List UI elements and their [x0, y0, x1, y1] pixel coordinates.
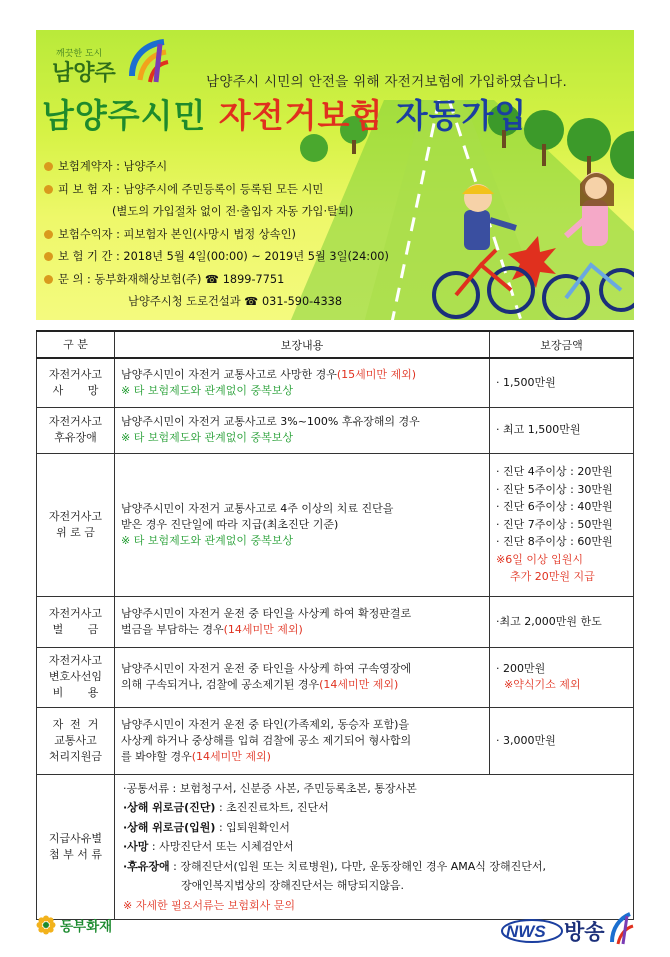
coverage-cell: 남양주시민이 자전거 운전 중 타인을 사상케 하여 구속영장에 의해 구속되거나, 검찰에 공소제기된 경우(14세미만 제외) — [115, 647, 490, 707]
category-cell: 자 전 거 교통사고 처리지원금 — [37, 707, 115, 774]
broadcast-text: 방송 — [564, 920, 605, 944]
amount-cell: · 1,500만원 — [490, 358, 634, 407]
coverage-cell: 남양주시민이 자전거 운전 중 타인을 사상케 하여 확정판결로 벌금을 부담하는 경우(14세미만 제외) — [115, 596, 490, 647]
coverage-table — [36, 330, 634, 920]
category-cell: 자전거사고 후유장애 — [37, 407, 115, 453]
category-cell: 자전거사고 사 망 — [37, 358, 115, 407]
cyclists-illustration — [416, 140, 634, 320]
logo-city-name: 남양주 — [52, 60, 116, 86]
amount-note: ※6일 이상 입원시 — [496, 552, 583, 566]
doc-injury-diagnosis: ·상해 위로금(진단) : 초진진료차트, 진단서 — [123, 801, 329, 814]
nws-broadcast-logo — [500, 908, 635, 946]
doc-injury-hospital: ·상해 위로금(입원) : 입퇴원확인서 — [123, 820, 290, 834]
info-contact-city: 남양주시청 도로건설과 ☎ 031-590-4338 — [128, 295, 343, 308]
nws-text: NWS — [506, 922, 546, 941]
info-period: 보 험 기 간 : 2018년 5월 4일(00:00) ~ 2019년 5월 3일(24:00) — [44, 246, 389, 269]
col-header-coverage: 보장내용 — [115, 331, 490, 358]
title-part-auto-enroll: 자동가입 — [383, 96, 528, 135]
category-cell: 자전거사고 위 로 금 — [37, 453, 115, 596]
table-row — [37, 707, 634, 774]
info-contractor: 보험계약자 : 남양주시 — [44, 156, 389, 179]
doc-disability: ·후유장애 : 장해진단서(입원 또는 치료병원), 다만, 운동장해인 경우 AMA식 장해진단서, — [123, 859, 547, 873]
flower-logo-icon — [36, 915, 56, 935]
info-insured-note: (별도의 가입절차 없이 전·출입자 자동 가입·탈퇴) — [112, 205, 354, 218]
bullet-icon — [44, 252, 53, 261]
amount-cell: · 최고 1,500만원 — [490, 407, 634, 453]
col-header-category: 구 분 — [37, 331, 115, 358]
amount-cell — [490, 453, 634, 596]
banner-subtitle: 남양주시 시민의 안전을 위해 자전거보험에 가입하였습니다. — [206, 74, 568, 90]
doc-death: ·사망 : 사망진단서 또는 시체검안서 — [123, 840, 294, 853]
dongbu-logo — [36, 912, 112, 938]
col-header-amount: 보장금액 — [490, 331, 634, 358]
amount-cell: · 200만원 ※약식기소 제외 — [490, 647, 634, 707]
amount-cell: · 3,000만원 — [490, 707, 634, 774]
table-row — [37, 453, 634, 596]
amount-item: · 진단 6주이상 : 40만원 — [496, 500, 613, 514]
logo-slogan: 깨끗한 도시 — [56, 49, 103, 59]
amount-note: 추가 20만원 지급 — [510, 570, 595, 584]
doc-common: ·공통서류 : 보험청구서, 신분증 사본, 주민등록초본, 통장사본 — [123, 781, 417, 795]
info-insured: 피 보 험 자 : 남양주시에 주민등록이 등록된 모든 시민 — [44, 179, 389, 202]
insurance-info — [44, 156, 389, 314]
amount-item: · 진단 8주이상 : 60만원 — [496, 535, 613, 549]
table-row — [37, 647, 634, 707]
bullet-icon — [44, 162, 53, 171]
coverage-cell: 남양주시민이 자전거 교통사고로 3%~100% 후유장해의 경우 ※ 타 보험제도와 관계없이 중복보상 — [115, 407, 490, 453]
bullet-icon — [44, 275, 53, 284]
info-contact: 문 의 : 동부화재해상보험(주) ☎ 1899-7751 — [44, 269, 389, 292]
table-row — [37, 407, 634, 453]
namyangju-logo — [46, 34, 166, 90]
info-beneficiary: 보험수익자 : 피보험자 본인(사망시 법정 상속인) — [44, 224, 389, 247]
amount-item: · 진단 7주이상 : 50만원 — [496, 517, 613, 531]
doc-inquiry-note: ※ 자세한 필요서류는 보험회사 문의 — [123, 898, 295, 912]
category-cell: 자전거사고 벌 금 — [37, 596, 115, 647]
amount-item: · 진단 4주이상 : 20만원 — [496, 465, 613, 479]
amount-cell: ·최고 2,000만원 한도 — [490, 596, 634, 647]
city-emblem-icon — [126, 36, 170, 86]
dongbu-logo-text: 동부화재 — [60, 919, 113, 935]
doc-disability-note: 장애인복지법상의 장해진단서는 해당되지않음. — [181, 879, 405, 892]
bullet-icon — [44, 185, 53, 194]
banner-title — [42, 90, 527, 137]
title-part-citizens: 남양주시민 — [42, 96, 219, 135]
coverage-cell: 남양주시민이 자전거 운전 중 타인(가족제외, 동승자 포함)을 사상케 하거나 중상해를 입혀 검찰에 공소 제기되어 형사합의 를 봐야할 경우(14세미만 제외) — [115, 707, 490, 774]
category-cell: 지급사유별 첨 부 서 류 — [37, 774, 115, 920]
banner — [36, 30, 634, 320]
category-cell: 자전거사고 변호사선임 비 용 — [37, 647, 115, 707]
documents-cell — [115, 774, 634, 920]
coverage-cell: 남양주시민이 자전거 교통사고로 사망한 경우(15세미만 제외) ※ 타 보험제도와 관계없이 중복보상 — [115, 358, 490, 407]
coverage-cell: 남양주시민이 자전거 교통사고로 4주 이상의 치료 진단을 받은 경우 진단일에 따라 지급(최초진단 기준) ※ 타 보험제도와 관계없이 중복보상 — [115, 453, 490, 596]
amount-item: · 진단 5주이상 : 30만원 — [496, 482, 613, 496]
table-row — [37, 358, 634, 407]
table-row — [37, 596, 634, 647]
title-part-bicycle-insurance: 자전거보험 — [218, 96, 384, 135]
table-header-row — [37, 331, 634, 358]
table-row — [37, 774, 634, 920]
bullet-icon — [44, 230, 53, 239]
